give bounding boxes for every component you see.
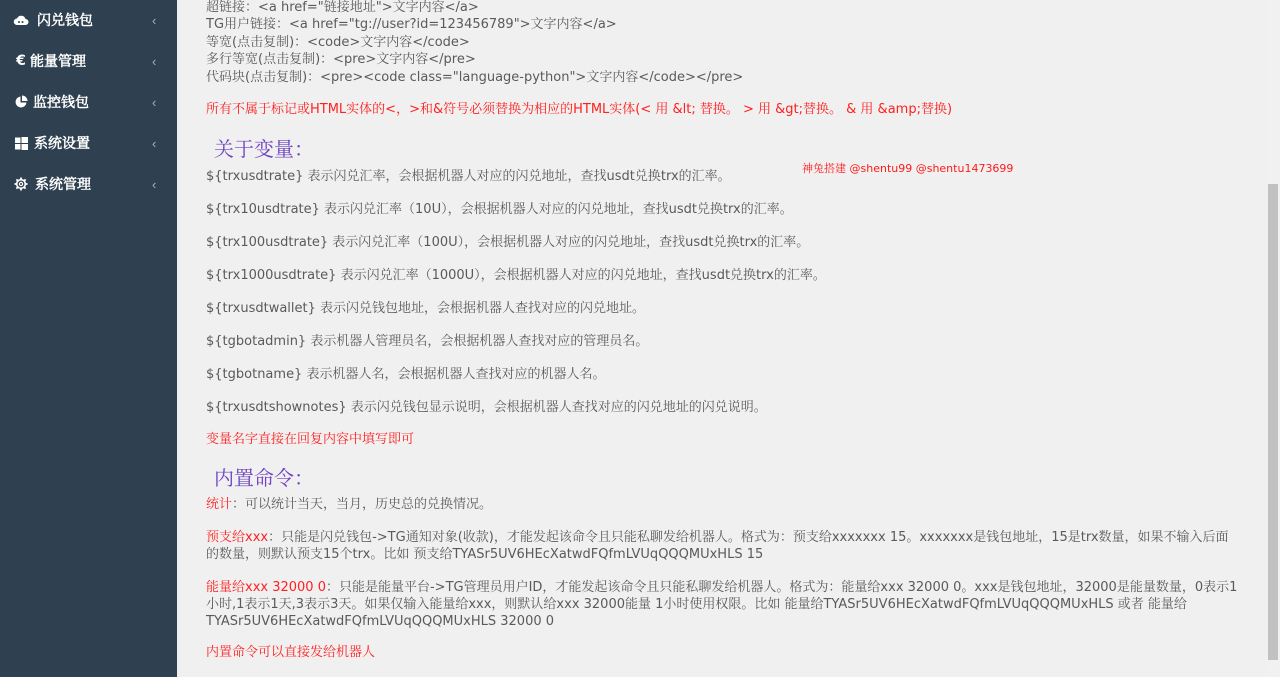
- variable-item: ${trx10usdtrate} 表示闪兑汇率（10U），会根据机器人对应的闪兑地址，查找usdt兑换trx的汇率。: [206, 202, 793, 217]
- variable-item: ${trx1000usdtrate} 表示闪兑汇率（1000U），会根据机器人对应的闪兑地址，查找usdt兑换trx的汇率。: [206, 268, 826, 283]
- format-code-block: 代码块(点击复制)：<pre><code class="language-python">文字内容</code></pre>: [206, 70, 744, 85]
- format-tg-user-link: TG用户链接：<a href="tg://user?id=123456789">文字内容</a>: [206, 17, 617, 32]
- chevron-left-icon: ‹: [152, 94, 157, 110]
- format-hyperlink: 超链接：<a href="链接地址">文字内容</a>: [206, 0, 479, 15]
- variable-item: ${trxusdtrate} 表示闪兑汇率，会根据机器人对应的闪兑地址，查找usdt兑换trx的汇率。: [206, 169, 731, 184]
- sidebar-item-monitor-wallet[interactable]: [0, 82, 177, 122]
- sidebar-item-label: 系统管理: [35, 177, 91, 193]
- sidebar-item-system-settings[interactable]: [0, 123, 177, 163]
- sidebar-item-label: 监控钱包: [33, 95, 89, 111]
- command-item-stats: [206, 496, 1238, 513]
- variable-item: ${trxusdtshownotes} 表示闪兑钱包显示说明，会根据机器人查找对应的闪兑地址的闪兑说明。: [206, 400, 767, 415]
- variable-item: ${tgbotname} 表示机器人名，会根据机器人查找对应的机器人名。: [206, 367, 606, 382]
- command-desc: ：可以统计当天，当月，历史总的兑换情况。: [232, 497, 493, 512]
- variable-item: ${tgbotadmin} 表示机器人管理员名，会根据机器人查找对应的管理员名。: [206, 334, 649, 349]
- command-name: 预支给xxx: [206, 530, 269, 545]
- variable-item: ${trxusdtwallet} 表示闪兑钱包地址，会根据机器人查找对应的闪兑地址。: [206, 301, 646, 316]
- windows-icon: [13, 135, 29, 151]
- chevron-left-icon: ‹: [152, 176, 157, 192]
- pie-chart-icon: [13, 94, 29, 110]
- command-item-energy: [206, 579, 1238, 630]
- variable-item: ${trx100usdtrate} 表示闪兑汇率（100U），会根据机器人对应的闪兑地址，查找usdt兑换trx的汇率。: [206, 235, 810, 250]
- chevron-left-icon: ‹: [152, 135, 157, 151]
- command-item-advance: [206, 529, 1238, 563]
- help-content: [177, 0, 1266, 677]
- command-name: 统计: [206, 497, 233, 512]
- command-name: 能量给xxx 32000 0: [206, 580, 326, 595]
- variables-note: 变量名字直接在回复内容中填写即可: [206, 432, 415, 447]
- commands-heading: 内置命令：: [214, 466, 314, 490]
- format-code: 等宽(点击复制)：<code>文字内容</code>: [206, 35, 470, 50]
- chevron-left-icon: ‹: [152, 53, 157, 69]
- sidebar-item-label: 闪兑钱包: [37, 13, 93, 29]
- chevron-left-icon: ‹: [152, 12, 157, 28]
- sidebar-item-swap-wallet[interactable]: [0, 0, 177, 40]
- variables-heading: 关于变量：: [214, 137, 314, 161]
- commands-note: 内置命令可以直接发给机器人: [206, 645, 376, 660]
- sidebar: [0, 0, 177, 677]
- sidebar-item-label: 系统设置: [34, 136, 90, 152]
- scrollbar-thumb[interactable]: [1268, 184, 1278, 660]
- watermark-text: 神兔搭建 @shentu99 @shentu1473699: [802, 162, 1014, 175]
- gear-icon: [13, 176, 29, 192]
- html-entity-note: 所有不属于标记或HTML实体的<，>和&符号必须替换为相应的HTML实体(< 用 &lt; 替换。 > 用 &gt;替换。 & 用 &amp;替换): [206, 102, 953, 117]
- format-pre: 多行等宽(点击复制)：<pre>文字内容</pre>: [206, 52, 476, 67]
- sidebar-item-system-management[interactable]: [0, 164, 177, 204]
- euro-icon: €: [16, 53, 26, 69]
- sidebar-item-label: 能量管理: [30, 54, 86, 70]
- sidebar-item-energy-management[interactable]: [0, 41, 177, 81]
- command-desc: ：只能是能量平台->TG管理员用户ID，才能发起该命令且只能私聊发给机器人。格式为：能量给xxx 32000 0。xxx是钱包地址，32000是能量数量，0表示1小时,1表示1天,3表示3天。如果仅输入能量给xxx，则默认给xxx 32000能量 1小时使用权限。比如 能量给TYASr5UV6HEcXatwdFQfmLVUqQQQMUxHLS 或者 能量给TYASr5UV6HEcXatwdFQfmLVUqQQQMUxHLS 32000 0: [206, 580, 1238, 629]
- cloud-icon: [13, 12, 29, 28]
- command-desc: ：只能是闪兑钱包->TG通知对象(收款)，才能发起该命令且只能私聊发给机器人。格式为：预支给xxxxxxx 15。xxxxxxx是钱包地址，15是trx数量，如果不输入后面的数量，则默认预支15个trx。比如 预支给TYASr5UV6HEcXatwdFQfmLVUqQQQMUxHLS 15: [206, 530, 1229, 562]
